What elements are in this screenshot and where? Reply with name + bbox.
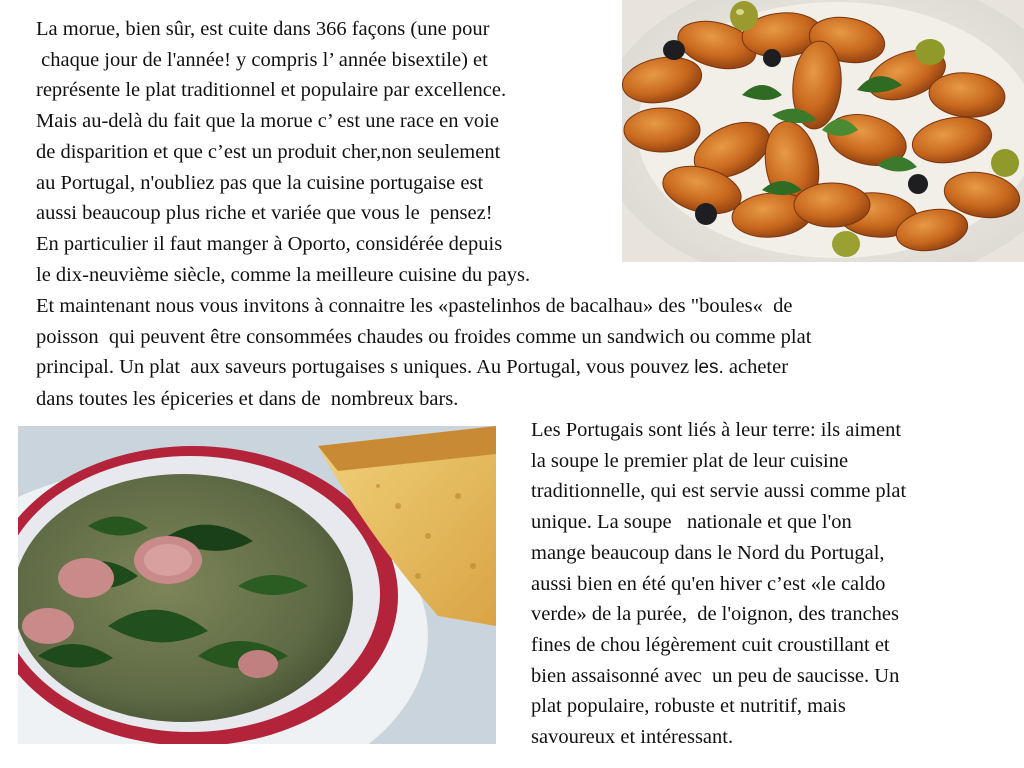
soup-paragraph	[531, 415, 906, 753]
text-line: dans toutes les épiceries et dans de nombreux bars.	[36, 388, 459, 411]
fritter	[794, 183, 870, 227]
text-run: principal. Un plat aux saveurs portugaises s uniques. Au Portugal, vous pouvez	[36, 356, 695, 379]
text-line: verde» de la purée, de l'oignon, des tranches	[531, 603, 899, 626]
text-line: Et maintenant nous vous invitons à connaitre les «pastelinhos de bacalhau» des "boules« de	[36, 295, 793, 317]
emphasized-word: les.	[694, 357, 724, 379]
text-line: unique. La soupe nationale et que l'on	[531, 511, 852, 534]
text-line: la soupe le premier plat de leur cuisine	[531, 449, 849, 472]
text-line: bien assaisonné avec un peu de saucisse. Un	[531, 664, 900, 687]
text-line: aussi beaucoup plus riche et variée que vous le pensez!	[36, 202, 493, 225]
text-line	[36, 352, 811, 384]
text-line: plat populaire, robuste et nutritif, mais	[531, 695, 846, 718]
cod-fritters-illustration	[622, 0, 1024, 262]
text-run: acheter	[723, 356, 789, 379]
text-line: chaque jour de l'année! y compris l’ année bisextile) et	[36, 48, 488, 71]
text-line: fines de chou légèrement cuit croustillant et	[531, 633, 890, 656]
cod-fritters-photo	[622, 0, 1024, 262]
fritter	[624, 108, 700, 152]
text-line: poisson qui peuvent être consommées chaudes ou froides comme un sandwich ou comme plat	[36, 325, 812, 348]
text-line: Les Portugais sont liés à leur terre: ils aiment	[531, 419, 902, 441]
text-line: de disparition et que c’est un produit cher,non seulement	[36, 140, 501, 163]
text-line: mange beaucoup dans le Nord du Portugal,	[531, 541, 885, 564]
intro-paragraph	[36, 14, 530, 290]
caldo-verde-illustration	[18, 426, 496, 744]
text-line: En particulier il faut manger à Oporto, considérée depuis	[36, 232, 503, 255]
text-line: représente le plat traditionnel et populaire par excellence.	[36, 79, 507, 102]
text-line: au Portugal, n'oubliez pas que la cuisine portugaise est	[36, 171, 484, 194]
text-line: aussi bien en été qu'en hiver c’est «le caldo	[531, 572, 886, 595]
text-line: La morue, bien sûr, est cuite dans 366 façons (une pour	[36, 18, 490, 40]
text-line: Mais au-delà du fait que la morue c’ est une race en voie	[36, 110, 499, 133]
pastelinhos-paragraph	[36, 291, 811, 415]
caldo-verde-photo	[18, 426, 496, 744]
text-line: savoureux et intéressant.	[531, 726, 734, 749]
text-line: traditionnelle, qui est servie aussi comme plat	[531, 480, 907, 503]
text-line: le dix-neuvième siècle, comme la meilleure cuisine du pays.	[36, 263, 531, 286]
